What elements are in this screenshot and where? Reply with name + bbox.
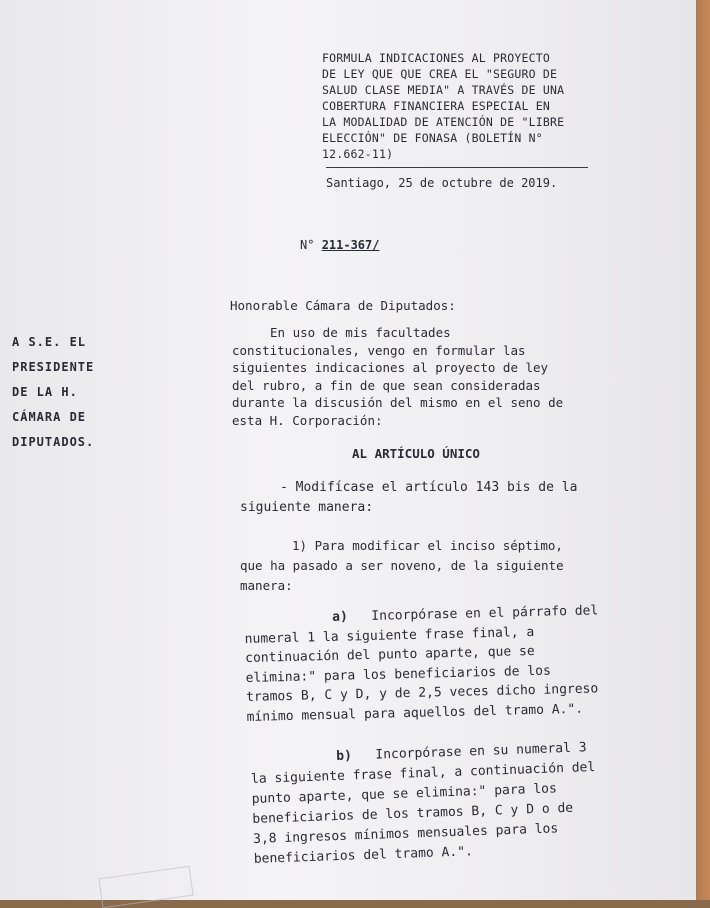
faint-stamp (98, 866, 193, 908)
heading-line: LA MODALIDAD DE ATENCIÓN DE "LIBRE (322, 115, 565, 129)
recipient-line: PRESIDENTE (12, 360, 95, 374)
recipient-line: CÁMARA DE (12, 410, 87, 424)
desk-edge (696, 0, 710, 900)
heading-line: ELECCIÓN" DE FONASA (BOLETÍN N° (322, 131, 543, 145)
document-heading (322, 50, 592, 162)
item-a-line: mínimo mensual para aquellos del tramo A.". (246, 701, 584, 725)
number-prefix: N° (300, 238, 315, 252)
item-a-line: continuación del punto aparte, que se (245, 643, 535, 666)
heading-line: 12.662-11) (322, 147, 394, 161)
recipient-line: DIPUTADOS. (12, 435, 95, 449)
item-a-line: Incorpórase en el párrafo del (371, 603, 599, 624)
item-b-line: beneficiarios de los tramos B, C y D o de (252, 800, 574, 827)
item-b-label: b) (336, 748, 353, 764)
heading-line: SALUD CLASE MEDIA" A TRAVÉS DE UNA (322, 83, 565, 97)
item-b-paragraph (250, 738, 598, 870)
number-value: 211-367/ (321, 238, 380, 252)
item-a-line: numeral 1 la siguiente frase final, a (244, 624, 535, 647)
heading-line: FORMULA INDICACIONES AL PROYECTO (322, 51, 550, 65)
item-b-line: 3,8 ingresos mínimos mensuales para los (252, 821, 559, 847)
modification-line: siguiente manera: (240, 500, 374, 515)
intro-paragraph (232, 324, 604, 429)
item-a-label: a) (332, 609, 349, 625)
intro-line: esta H. Corporación: (232, 412, 383, 428)
recipient-line: DE LA H. (12, 385, 78, 399)
heading-line: DE LEY QUE QUE CREA EL "SEGURO DE (322, 67, 558, 81)
item-a-line: elimina:" para los beneficiarios de los (245, 663, 552, 686)
modification-paragraph (240, 478, 577, 518)
item-a-line: tramos B, C y D, y de 2,5 veces dicho ingreso (245, 681, 599, 705)
item-1-line: 1) Para modificar el inciso séptimo, (292, 538, 563, 553)
intro-line: durante la discusión del mismo en el seno de (232, 395, 564, 410)
item-1-paragraph (240, 536, 564, 596)
document-number (300, 238, 379, 252)
item-b-line: beneficiarios del tramo A.". (253, 844, 474, 867)
item-1-line: que ha pasado a ser noveno, de la siguiente (240, 558, 564, 573)
item-a-paragraph (244, 601, 601, 727)
recipient-line: A S.E. EL (12, 335, 87, 349)
salutation: Honorable Cámara de Diputados: (230, 298, 456, 313)
heading-divider (326, 167, 588, 168)
item-b-line: la siguiente frase final, a continuación del (250, 759, 596, 787)
document-date: Santiago, 25 de octubre de 2019. (326, 176, 558, 190)
recipient-block (12, 330, 94, 455)
modification-line: - Modifícase el artículo 143 bis de la (280, 480, 578, 495)
item-1-line: manera: (240, 578, 293, 593)
item-b-line: Incorpórase en su numeral 3 (375, 740, 587, 763)
intro-line: siguientes indicaciones al proyecto de ley (232, 360, 549, 375)
intro-line: En uso de mis facultades (270, 325, 451, 340)
article-title: AL ARTÍCULO ÚNICO (352, 446, 480, 461)
heading-line: COBERTURA FINANCIERA ESPECIAL EN (322, 99, 550, 113)
intro-line: del rubro, a fin de que sean consideradas (232, 377, 541, 393)
intro-line: constitucionales, vengo en formular las (232, 342, 526, 358)
item-b-line: punto aparte, que se elimina:" para los (251, 781, 558, 807)
